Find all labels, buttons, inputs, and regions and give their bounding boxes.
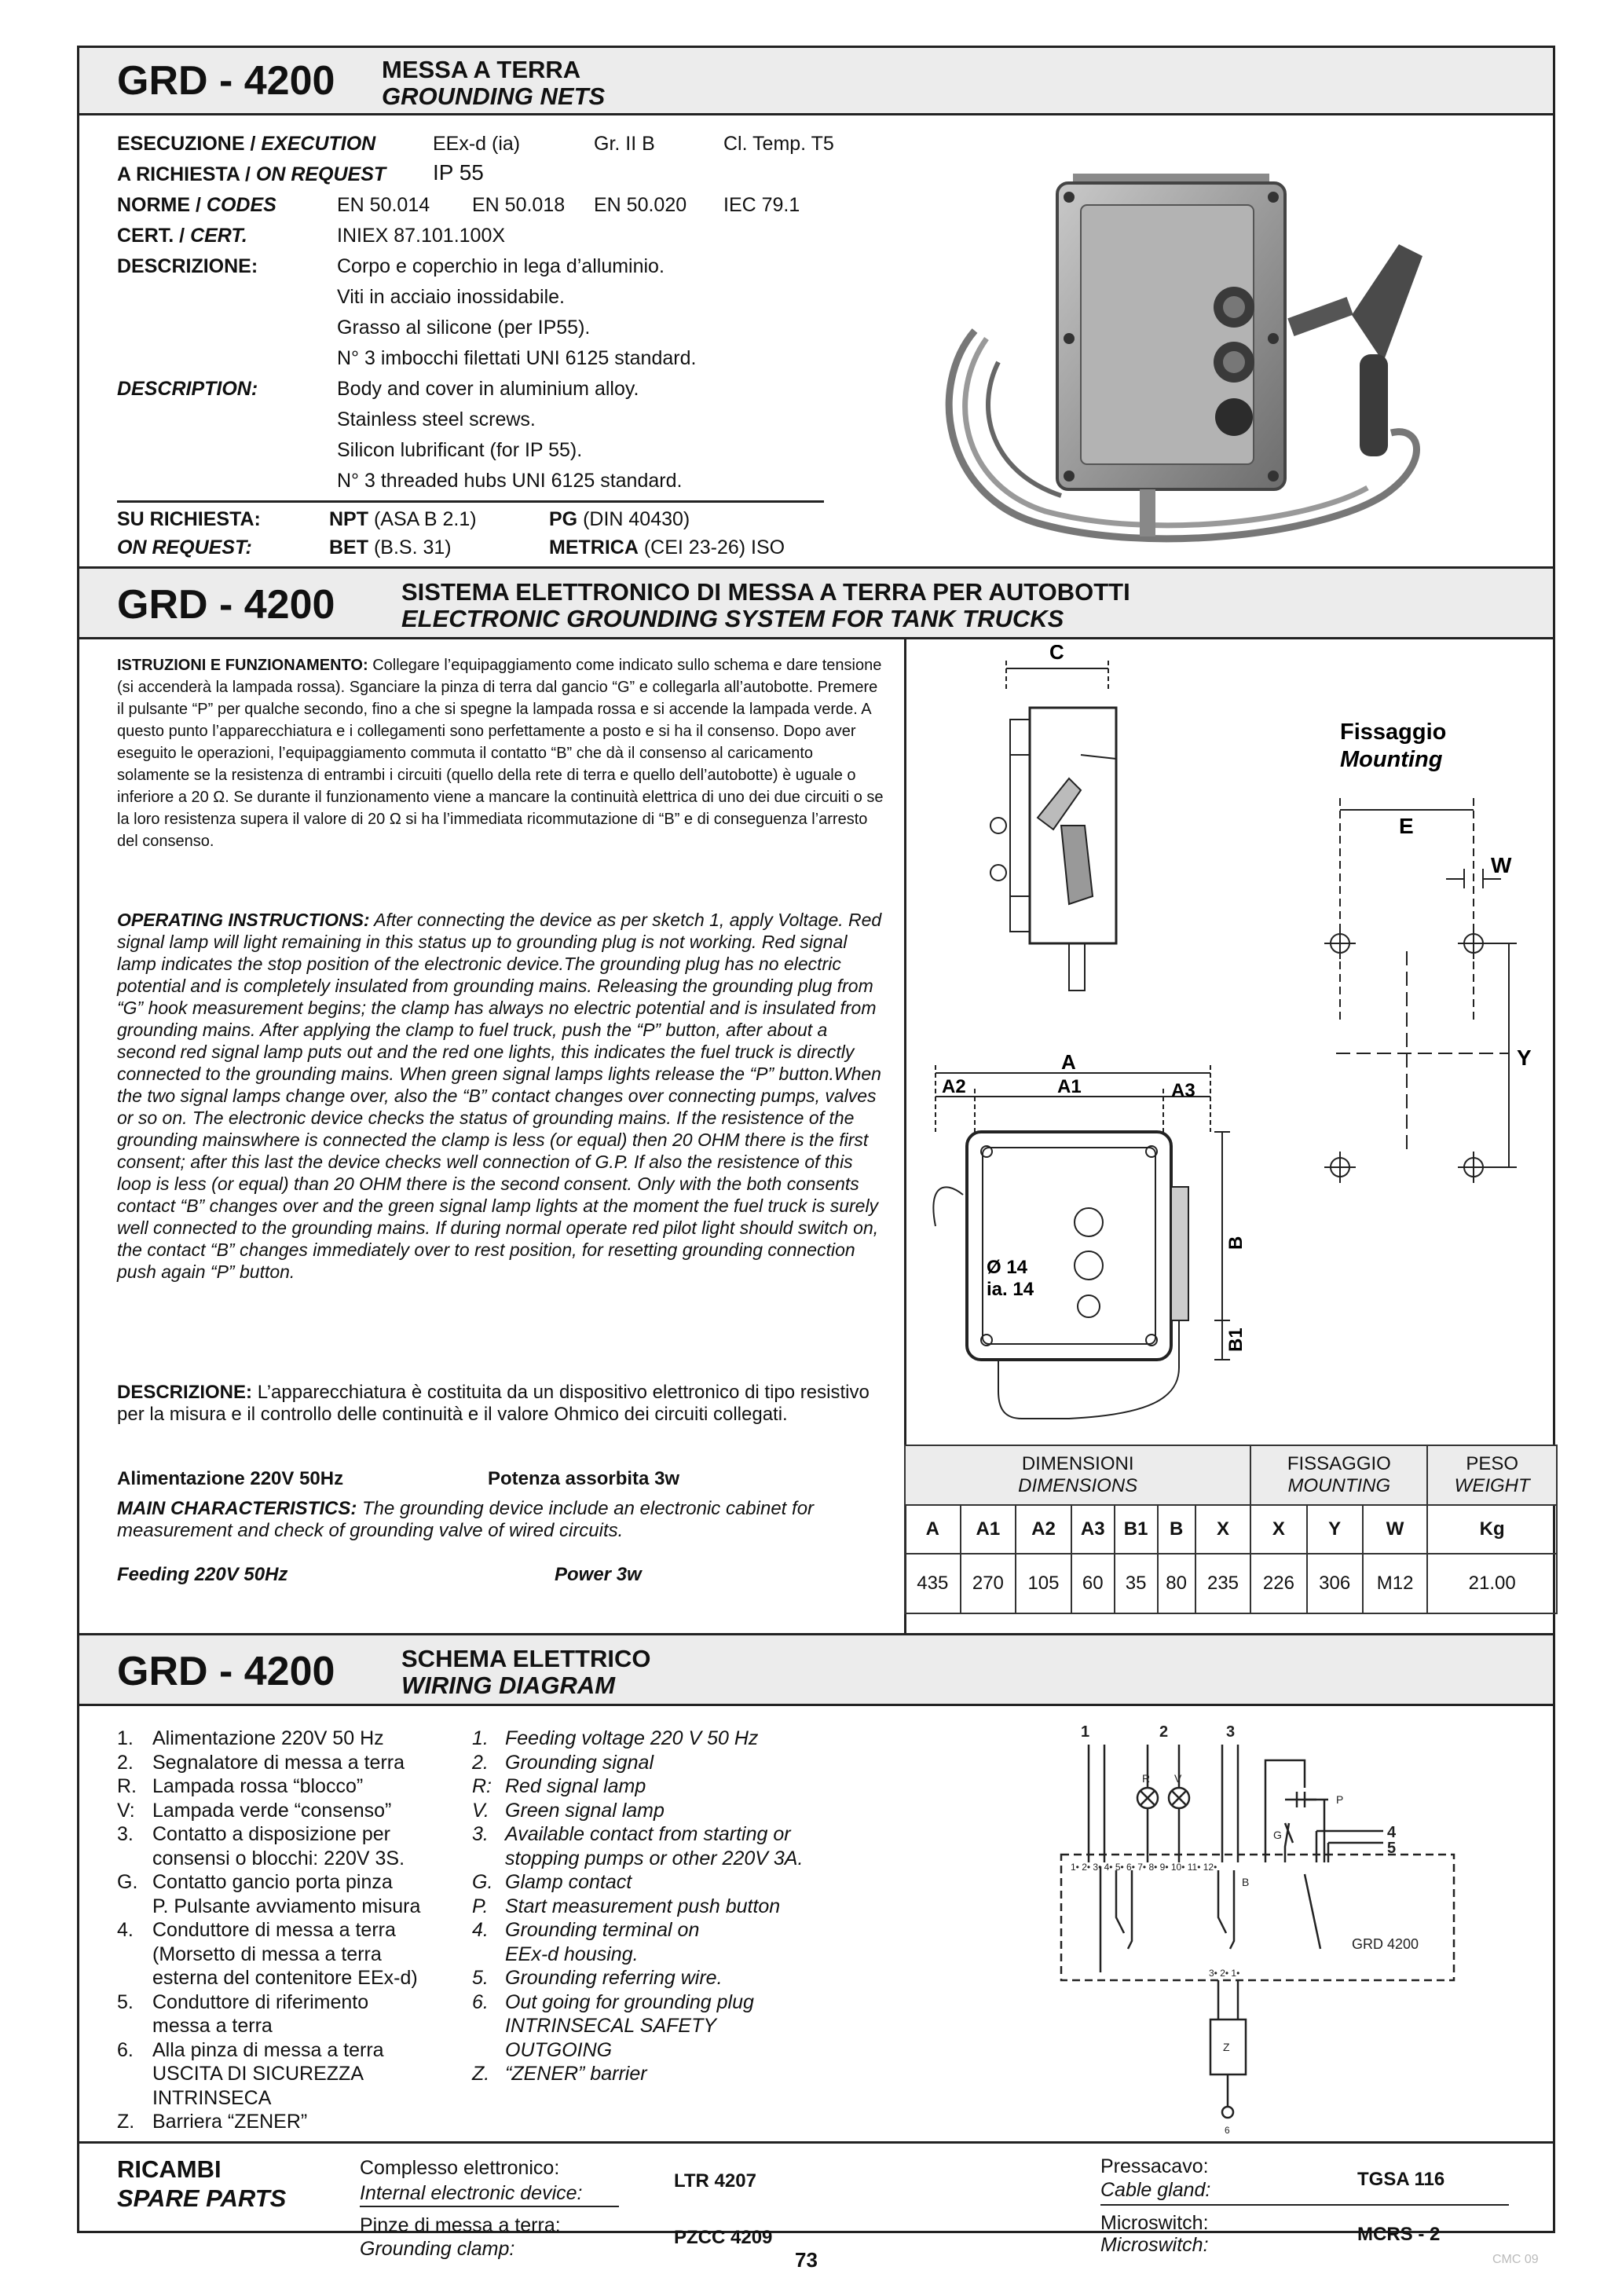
dim-value: 21.00 xyxy=(1427,1554,1557,1613)
metrica-code: METRICA xyxy=(549,536,639,558)
col-header: Kg xyxy=(1427,1505,1557,1554)
product-code: GRD - 4200 xyxy=(117,58,335,104)
spare-electronic-en: Internal electronic device: xyxy=(360,2182,583,2204)
cert-row xyxy=(117,225,247,247)
supply-voltage: Alimentazione 220V 50Hz xyxy=(117,1468,344,1489)
legend-key: 1. xyxy=(472,1727,489,1749)
spare-clamp-code: PZCC 4209 xyxy=(674,2227,773,2248)
execution-label-en: EXECUTION xyxy=(261,133,376,155)
legend-text: messa a terra xyxy=(152,2015,273,2037)
legend-key: 4. xyxy=(472,1919,489,1941)
execution-group: Gr. II B xyxy=(594,133,655,155)
su-richiesta-label: SU RICHIESTA: xyxy=(117,508,261,530)
wire-label-5: 5 xyxy=(1387,1840,1397,1857)
section-header-electronic-grounding xyxy=(79,566,1553,639)
legend-key: 2. xyxy=(117,1751,134,1774)
grounding-clamp-icon xyxy=(1352,244,1422,362)
legend-item xyxy=(117,1775,363,1798)
legend-key: 2. xyxy=(472,1751,489,1774)
wiring-diagram xyxy=(1006,1713,1517,2137)
legend-key: 5. xyxy=(472,1967,489,1989)
product-photo xyxy=(912,126,1477,566)
section-title-en: ELECTRONIC GROUNDING SYSTEM FOR TANK TRUCKS xyxy=(401,605,1064,632)
col-header: A xyxy=(905,1505,961,1554)
bet-code: BET xyxy=(329,536,368,558)
main-characteristics-text: The grounding device include an electronic cabinet for measurement and check of grounding valve of wired circuits. xyxy=(117,1498,815,1541)
spare-microswitch-code: MCRS - 2 xyxy=(1357,2224,1441,2245)
instructions-text-it: Collegare l’equipaggiamento come indicato sullo schema e dare tensione (si accenderà la lampada rossa). Sganciare la pinza di terra dal gancio “G” e collegarla all’autobotte. Premere il pulsante “P” per qualche secondo, fino a che si spegne la lampada rossa e si accende la lampada verde. A questo punto l’apparecchiatura e i collegamenti sono perfettamente a posto e si ha il consenso. Dopo aver eseguito le operazioni, l’equipaggiamento commuta il contatto “B” che dà il consenso al caricamento solamente se la resistenza di entrambi i circuiti (quello della rete di terra e quello dell’autobotte) è uguale o inferiore a 20 Ω. Se durante il funzionamento viene a mancare la continuità elettrica di uno dei due circuiti o se la loro resistenza supera il valore di 20 Ω si ha l’immediata ricommutazione di “B” e di conseguenza l’arresto del consenso. xyxy=(117,657,884,850)
descr-line-it: Grasso al silicone (per IP55). xyxy=(337,317,591,339)
dim-label-c: C xyxy=(1049,645,1064,664)
hole-label: Ø 14 xyxy=(987,1257,1028,1278)
mounting-title-it: Fissaggio xyxy=(1340,720,1447,745)
legend-key: G. xyxy=(472,1871,493,1893)
legend-text: Available contact from starting or xyxy=(505,1823,791,1845)
bet-option xyxy=(329,536,452,559)
col-header: Y xyxy=(1307,1505,1363,1554)
legend-item xyxy=(117,1847,405,1870)
legend-text: “ZENER” barrier xyxy=(505,2063,647,2085)
legend-text: Grounding terminal on xyxy=(505,1919,700,1941)
legend-key: Z. xyxy=(472,2063,490,2085)
codes-label-it: NORME / xyxy=(117,194,201,216)
col-header: X xyxy=(1195,1505,1251,1554)
wire-label-3: 3 xyxy=(1226,1723,1236,1741)
legend-item xyxy=(472,1727,758,1750)
col-header: A1 xyxy=(961,1505,1016,1554)
legend-text: Barriera “ZENER” xyxy=(152,2111,308,2133)
spare-electronic-it: Complesso elettronico: xyxy=(360,2157,560,2179)
dim-value: 435 xyxy=(905,1554,961,1613)
spare-clamp-it: Pinze di messa a terra: xyxy=(360,2214,561,2236)
dim-label-a1: A1 xyxy=(1057,1076,1082,1097)
cert-label-it: CERT. / xyxy=(117,225,185,247)
instructions-text-en: After connecting the device as per sketch 1, apply Voltage. Red signal lamp will light remaining in this status up to grounding plug is not working. Red signal lamp indicates the stop position of the electronic device.The grounding plug has no electric potential and is completely insulated from grounding mains. Releasing the grounding plug from “G” hook measurement begins; the clamp has always no electric potential and is insulated from grounding mains. After applying the clamp to fuel truck, push the “P” button, after about a second red signal lamp puts out and the red one lights, this indicates the fuel truck is directly connected to the grounding mains. When green signal lamps lights release the “P” button.When the two signal lamps change over, also the “B” contact changes over connecting pumps, valves or so on. The electronic device checks the status of grounding mains. If the resistence of the grounding mainswhere is connected the clamp is less (or equal) then 20 OHM there is the first consent; after this last the device checks well connection of G.P. If also the resistence of this loop is less (or equal) than 20 OHM there is the second consent. Only with the both consents contact “B” changes over and the green signal lamp lights at the moment the fuel truck is surely well connected to the grounding mains. If during normal operate red pilot light should switch on, the contact “B” changes immediately over to rest position, for resetting grounding connection push again “P” button. xyxy=(117,910,882,1282)
legend-item xyxy=(117,2015,273,2038)
section-title-en: WIRING DIAGRAM xyxy=(401,1672,616,1699)
hole-label: ia. 14 xyxy=(987,1279,1034,1300)
dim-value: M12 xyxy=(1363,1554,1428,1613)
power: Power 3w xyxy=(555,1564,642,1585)
zener-label: Z xyxy=(1223,2041,1230,2053)
divider xyxy=(117,500,824,503)
legend-item xyxy=(472,2063,647,2085)
code-value: IEC 79.1 xyxy=(723,194,800,216)
legend-key: R. xyxy=(117,1775,137,1797)
spare-parts-divider xyxy=(79,2141,1553,2144)
dim-label-e: E xyxy=(1399,814,1414,838)
dim-value: 60 xyxy=(1071,1554,1115,1613)
dims-header-mounting xyxy=(1250,1445,1427,1505)
descr-line-en: Body and cover in aluminium alloy. xyxy=(337,378,639,400)
legend-item xyxy=(472,1967,723,1990)
contact-label-b: B xyxy=(1242,1876,1250,1888)
dims-header-dimensions xyxy=(905,1445,1250,1505)
code-value: EN 50.018 xyxy=(472,194,566,216)
legend-text: OUTGOING xyxy=(505,2038,613,2061)
dim-label-b: B xyxy=(1225,1236,1247,1250)
col-header: A3 xyxy=(1071,1505,1115,1554)
legend-key: 3. xyxy=(117,1823,134,1845)
legend-text: esterna del contenitore EEx-d) xyxy=(152,1967,418,1989)
dimension-drawing xyxy=(912,645,1548,1446)
legend-text: consensi o blocchi: 220V 3S. xyxy=(152,1847,405,1869)
dim-value: 235 xyxy=(1195,1554,1251,1613)
dims-values xyxy=(905,1554,1557,1613)
legend-item xyxy=(117,1727,384,1750)
legend-text: P. Pulsante avviamento misura xyxy=(152,1895,421,1917)
legend-key: 5. xyxy=(117,1990,134,2013)
legend-item xyxy=(117,1991,368,2014)
legend-item xyxy=(117,2039,384,2062)
description-text: L’apparecchiatura è costituita da un dispositivo elettronico di tipo resistivo per la misura e il controllo delle continuità e il valore Ohmico dei circuiti collegati. xyxy=(117,1382,870,1425)
underline xyxy=(360,2206,619,2207)
legend-item xyxy=(472,1919,699,1942)
legend-key: 3. xyxy=(472,1823,489,1845)
section-header-wiring xyxy=(79,1633,1553,1706)
legend-item xyxy=(117,1823,390,1846)
catalog-mark: CMC 09 xyxy=(1492,2253,1539,2266)
legend-text: Grounding referring wire. xyxy=(505,1967,723,1989)
legend-key: 6. xyxy=(472,1990,489,2013)
npt-code: NPT xyxy=(329,508,368,530)
legend-key: V: xyxy=(117,1799,135,1822)
dim-value: 306 xyxy=(1307,1554,1363,1613)
col-header: B xyxy=(1158,1505,1195,1554)
product-code: GRD - 4200 xyxy=(117,582,335,628)
codes-label-en: CODES xyxy=(206,194,276,216)
section-title-it: SCHEMA ELETTRICO xyxy=(401,1645,651,1672)
legend-item xyxy=(117,1752,405,1774)
legend-key: 1. xyxy=(117,1727,134,1749)
mounting-title-en: Mounting xyxy=(1340,747,1443,772)
spare-gland-en: Cable gland: xyxy=(1100,2179,1211,2201)
request-value: IP 55 xyxy=(433,160,484,185)
spare-parts-label-it: RICAMBI xyxy=(117,2155,222,2183)
main-characteristics xyxy=(117,1498,888,1542)
on-request-label: ON REQUEST: xyxy=(117,536,252,558)
execution-value: EEx-d (ia) xyxy=(433,133,521,155)
header-it: FISSAGGIO xyxy=(1287,1453,1391,1474)
instructions-label-it: ISTRUZIONI E FUNZIONAMENTO: xyxy=(117,657,368,674)
legend-item xyxy=(472,1895,780,1918)
metrica-option xyxy=(549,536,785,559)
descr-line-en: Stainless steel screws. xyxy=(337,408,536,430)
instructions-it xyxy=(117,654,888,852)
legend-item xyxy=(117,1895,420,1918)
header-en: MOUNTING xyxy=(1287,1475,1391,1496)
legend-item xyxy=(117,2111,307,2133)
dim-label-w: W xyxy=(1491,853,1512,877)
product-code: GRD - 4200 xyxy=(117,1649,335,1694)
lamp-label-v: V xyxy=(1174,1772,1182,1785)
metrica-standard: (CEI 23-26) ISO xyxy=(643,536,785,558)
legend-text: Conduttore di riferimento xyxy=(152,1990,369,2013)
pg-code: PG xyxy=(549,508,578,530)
header-it: DIMENSIONI xyxy=(1021,1453,1134,1474)
legend-item xyxy=(472,1752,654,1774)
legend-text: Grounding signal xyxy=(505,1751,654,1774)
dimensions-table xyxy=(904,1445,1558,1614)
legend-item xyxy=(472,1800,665,1822)
dim-value: 270 xyxy=(961,1554,1016,1613)
legend-item xyxy=(117,1919,396,1942)
legend-item xyxy=(117,1800,391,1822)
legend-text: Alla pinza di messa a terra xyxy=(152,2038,384,2061)
legend-key: 4. xyxy=(117,1919,134,1941)
codes-row xyxy=(117,194,276,217)
legend-item xyxy=(117,2063,364,2085)
spare-parts-label-en: SPARE PARTS xyxy=(117,2184,287,2212)
legend-text: INTRINSECAL SAFETY xyxy=(505,2015,717,2037)
dim-label-a: A xyxy=(1061,1050,1076,1074)
dim-value: 80 xyxy=(1158,1554,1195,1613)
feeding: Feeding 220V 50Hz xyxy=(117,1564,288,1585)
cert-label-en: CERT. xyxy=(190,225,247,247)
legend-item xyxy=(472,2015,716,2038)
col-header: W xyxy=(1363,1505,1428,1554)
legend-text: USCITA DI SICUREZZA xyxy=(152,2063,364,2085)
npt-standard: (ASA B 2.1) xyxy=(373,508,477,530)
power-absorbed: Potenza assorbita 3w xyxy=(488,1468,680,1489)
description-label: DESCRIZIONE: xyxy=(117,1382,253,1403)
legend-text: Out going for grounding plug xyxy=(505,1990,754,2013)
dim-label-b1: B1 xyxy=(1225,1327,1247,1352)
legend-key: P. xyxy=(472,1895,489,1917)
execution-row xyxy=(117,133,375,156)
dims-col-headers xyxy=(905,1505,1557,1554)
descr-line-en: N° 3 threaded hubs UNI 6125 standard. xyxy=(337,470,683,492)
legend-text: Conduttore di messa a terra xyxy=(152,1919,396,1941)
legend-text: Feeding voltage 220 V 50 Hz xyxy=(505,1727,759,1749)
request-row xyxy=(117,163,386,186)
descr-label-en: DESCRIPTION: xyxy=(117,378,258,400)
request-label-it: A RICHIESTA / xyxy=(117,163,251,185)
legend-key: Z. xyxy=(117,2111,135,2133)
section-title-it: SISTEMA ELETTRONICO DI MESSA A TERRA PER AUTOBOTTI xyxy=(401,578,1130,606)
legend-item xyxy=(117,1871,393,1894)
dim-label-a3: A3 xyxy=(1171,1080,1195,1101)
legend-item xyxy=(472,1943,639,1966)
execution-label-it: ESECUZIONE / xyxy=(117,133,256,155)
header-en: WEIGHT xyxy=(1454,1475,1530,1496)
terminal-strip: 1• 2• 3• 4• 5• 6• 7• 8• 9• 10• 11• 12• xyxy=(1071,1862,1217,1873)
legend-key: V. xyxy=(472,1799,489,1822)
button-label-p: P xyxy=(1336,1793,1344,1806)
legend-item xyxy=(472,1823,791,1846)
code-value: EN 50.014 xyxy=(337,194,430,216)
legend-text: Lampada verde “consenso” xyxy=(152,1799,392,1822)
legend-text: INTRINSECA xyxy=(152,2086,272,2109)
legend-text: Contatto gancio porta pinza xyxy=(152,1871,393,1893)
legend-text: Glamp contact xyxy=(505,1871,632,1893)
col-header: A2 xyxy=(1016,1505,1071,1554)
request-label-en: ON REQUEST xyxy=(255,163,386,185)
instructions-label-en: OPERATING INSTRUCTIONS: xyxy=(117,910,370,930)
dim-value: 226 xyxy=(1250,1554,1306,1613)
legend-text: Segnalatore di messa a terra xyxy=(152,1751,405,1774)
descr-label-it: DESCRIZIONE: xyxy=(117,255,258,277)
wire-label-6: 6 xyxy=(1225,2125,1230,2136)
pg-standard: (DIN 40430) xyxy=(583,508,690,530)
col-header: X xyxy=(1250,1505,1306,1554)
section-title-it: MESSA A TERRA xyxy=(382,56,581,83)
legend-item xyxy=(117,1943,382,1966)
legend-key: R: xyxy=(472,1775,492,1797)
code-value: EN 50.020 xyxy=(594,194,687,216)
lower-terminals: 3• 2• 1• xyxy=(1209,1968,1240,1979)
legend-text: Green signal lamp xyxy=(505,1799,665,1822)
pg-option xyxy=(549,508,690,531)
descr-line-it: Corpo e coperchio in lega d’alluminio. xyxy=(337,255,665,277)
contact-label-g: G xyxy=(1273,1829,1282,1841)
spare-microswitch-it: Microswitch: xyxy=(1100,2212,1209,2234)
spare-gland-code: TGSA 116 xyxy=(1357,2169,1445,2190)
description-block xyxy=(117,1382,888,1426)
legend-text: stopping pumps or other 220V 3A. xyxy=(505,1847,804,1869)
spare-clamp-en: Grounding clamp: xyxy=(360,2238,515,2260)
wire-label-1: 1 xyxy=(1081,1723,1090,1741)
legend-item xyxy=(472,1847,803,1870)
instructions-en xyxy=(117,909,888,1283)
dim-label-a2: A2 xyxy=(942,1076,966,1097)
spare-electronic-code: LTR 4207 xyxy=(674,2170,756,2192)
legend-text: Start measurement push button xyxy=(505,1895,781,1917)
legend-item xyxy=(472,1991,754,2014)
legend-key: G. xyxy=(117,1871,138,1893)
legend-text: EEx-d housing. xyxy=(505,1943,639,1965)
legend-item xyxy=(472,2039,612,2062)
descr-line-en: Silicon lubrificant (for IP 55). xyxy=(337,439,583,461)
legend-key: 6. xyxy=(117,2038,134,2061)
section-title-en: GROUNDING NETS xyxy=(382,82,606,110)
legend-item xyxy=(472,1775,646,1798)
underline xyxy=(1100,2204,1509,2206)
legend-item xyxy=(472,1871,632,1894)
legend-text: Contatto a disposizione per xyxy=(152,1823,390,1845)
wire-label-2: 2 xyxy=(1159,1723,1169,1741)
legend-text: Alimentazione 220V 50 Hz xyxy=(152,1727,384,1749)
push-button-icon xyxy=(1215,398,1253,436)
descr-line-it: Viti in acciaio inossidabile. xyxy=(337,286,565,308)
spare-microswitch-en: Microswitch: xyxy=(1100,2234,1209,2256)
bet-standard: (B.S. 31) xyxy=(373,536,452,558)
legend-item xyxy=(117,2087,271,2110)
lamp-label-r: R xyxy=(1142,1772,1151,1785)
device-label: GRD 4200 xyxy=(1352,1936,1419,1952)
legend-text: (Morsetto di messa a terra xyxy=(152,1943,382,1965)
header-it: PESO xyxy=(1466,1453,1519,1474)
legend-text: Lampada rossa “blocco” xyxy=(152,1775,364,1797)
wire-label-4: 4 xyxy=(1387,1824,1397,1841)
main-characteristics-label: MAIN CHARACTERISTICS: xyxy=(117,1498,357,1519)
section-header-grounding-nets xyxy=(79,48,1553,115)
execution-temp: Cl. Temp. T5 xyxy=(723,133,834,155)
descr-line-it: N° 3 imbocchi filettati UNI 6125 standard. xyxy=(337,347,697,369)
header-en: DIMENSIONS xyxy=(1018,1475,1138,1496)
dim-label-y: Y xyxy=(1517,1045,1532,1070)
legend-item xyxy=(117,1967,418,1990)
legend-text: Red signal lamp xyxy=(505,1775,646,1797)
cert-value: INIEX 87.101.100X xyxy=(337,225,506,247)
dim-value: 35 xyxy=(1115,1554,1158,1613)
npt-option xyxy=(329,508,477,531)
dims-header-weight xyxy=(1427,1445,1557,1505)
dim-value: 105 xyxy=(1016,1554,1071,1613)
col-header: B1 xyxy=(1115,1505,1158,1554)
page-number: 73 xyxy=(795,2248,818,2272)
spare-gland-it: Pressacavo: xyxy=(1100,2155,1209,2177)
